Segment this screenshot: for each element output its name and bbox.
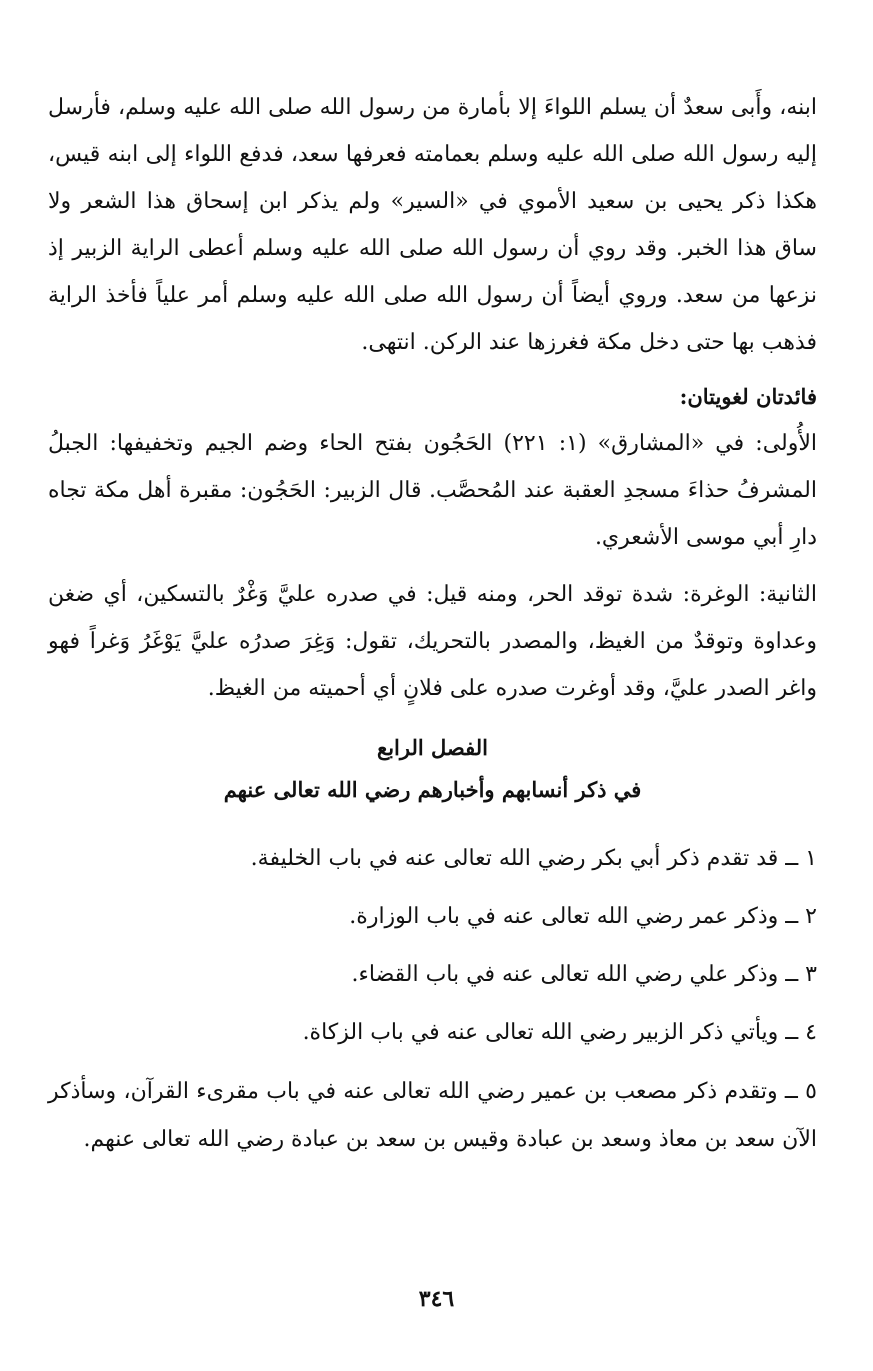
page-number: ٣٤٦ [418, 1286, 455, 1312]
paragraph-second-note: الثانية: الوغرة: شدة توقد الحر، ومنه قيل: في صدره عليَّ وَغْرٌ بالتسكين، أي ضغن وعداوة وتوقدٌ من الغيظ، والمصدر بالتحريك، تقول: وَغِرَ صدرُه عليَّ يَوْغَرُ وَغراً فهو واغر الصدر عليَّ، وقد أوغرت صدره على فلانٍ أي أحميته من الغيظ. [48, 582, 817, 701]
chapter-title: الفصل الرابع [377, 735, 488, 760]
paragraph-first-note: الأُولى: في «المشارق» (١: ٢٢١) الحَجُون بفتح الحاء وضم الجيم وتخفيفها: الجبلُ المشرفُ حذاءَ مسجدِ العقبة عند المُحصَّب. قال الزبير: الحَجُون: مقبرة أهل مكة تجاه دارِ أبي موسى الأشعري. [48, 431, 818, 550]
chapter-subtitle: في ذكر أنسابهم وأخبارهم رضي الله تعالى عنهم [223, 777, 642, 802]
list-item: ٣ ــ وذكر علي رضي الله تعالى عنه في باب القضاء. [351, 962, 817, 987]
list-item: ٤ ــ ويأتي ذكر الزبير رضي الله تعالى عنه في باب الزكاة. [302, 1020, 817, 1045]
section-heading: فائدتان لغويتان: [679, 384, 817, 409]
paragraph-intro: ابنه، وأَبى سعدٌ أن يسلم اللواءَ إلا بأمارة من رسول الله صلى الله عليه وسلم، فأرسل إليه رسول الله صلى الله عليه وسلم بعمامته فعرفها سعد، فدفع اللواء إلى ابنه قيس، هكذا ذكر يحيى بن سعيد الأموي في «السير» ولم يذكر ابن إسحاق هذا الشعر ولا ساق هذا الخبر. وقد روي أن رسول الله صلى الله عليه وسلم أعطى الراية الزبير إذ نزعها من سعد. وروي أيضاً أن رسول الله صلى الله عليه وسلم أمر علياً فأخذ الراية فذهب بها حتى دخل مكة فغرزها عند الركن. انتهى. [48, 95, 817, 355]
list-item: ٥ ــ وتقدم ذكر مصعب بن عمير رضي الله تعالى عنه في باب مقرىء القرآن، وسأذكر الآن سعد بن معاذ وسعد بن عبادة وقيس بن سعد بن عبادة رضي الله تعالى عنهم. [48, 1079, 817, 1152]
list-item: ٢ ــ وذكر عمر رضي الله تعالى عنه في باب الوزارة. [349, 904, 817, 929]
list-item: ١ ــ قد تقدم ذكر أبي بكر رضي الله تعالى عنه في باب الخليفة. [250, 846, 817, 871]
page-body [48, 84, 817, 1164]
